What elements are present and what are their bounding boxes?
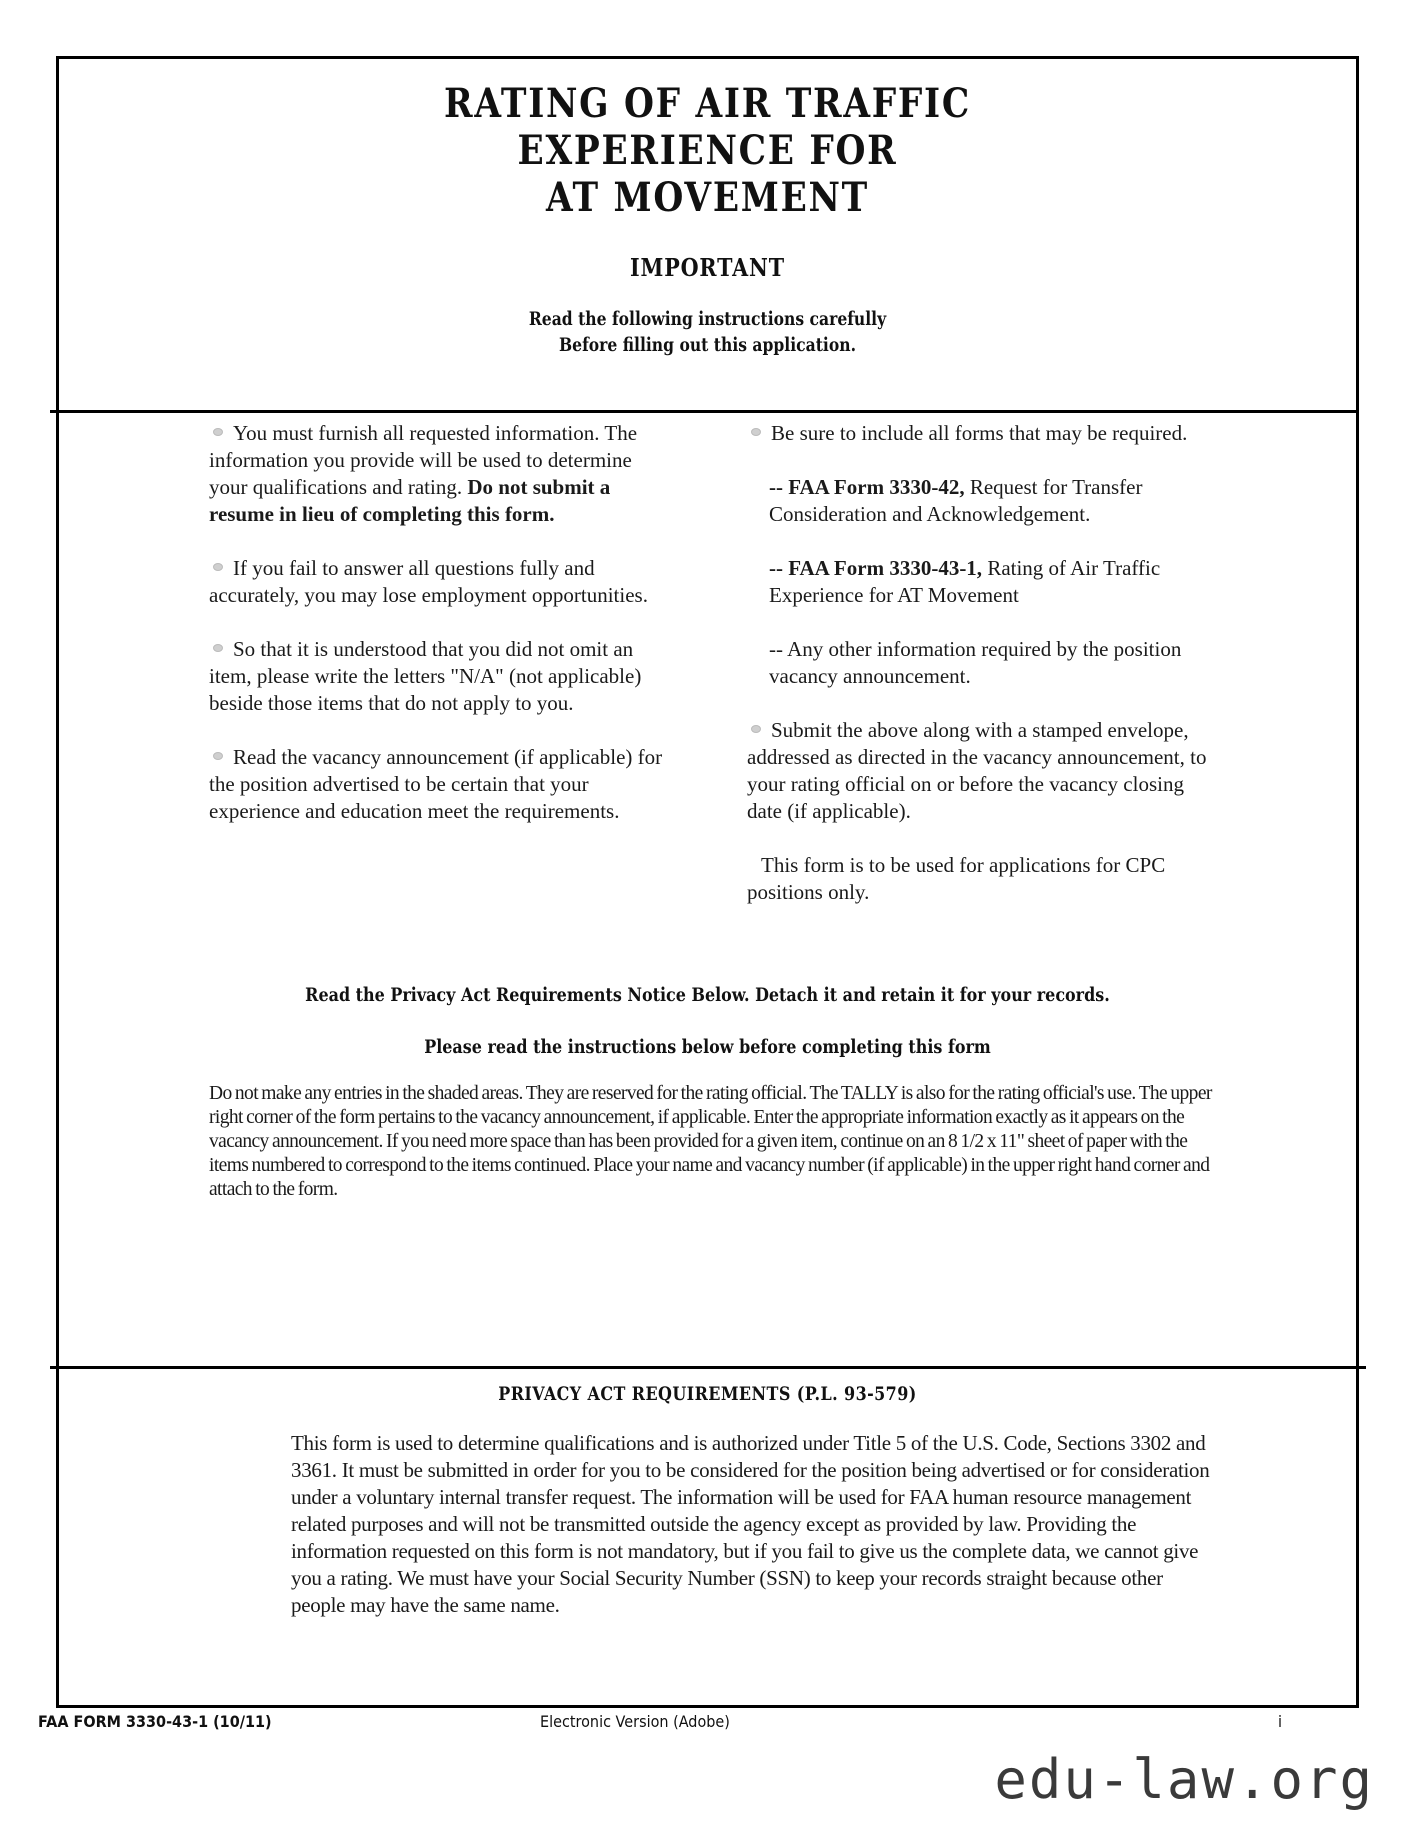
- privacy-divider: [50, 1366, 1366, 1369]
- instruction-item: You must furnish all requested information. The information you provide will be used to determine your qualifications and rating. Do not submit a resume in lieu of completing this form.: [209, 421, 638, 526]
- document-header: [56, 80, 1359, 358]
- privacy-act-title: PRIVACY ACT REQUIREMENTS (P.L. 93-579): [498, 1383, 917, 1405]
- title-line-1: RATING OF AIR TRAFFIC: [444, 80, 971, 127]
- title-line-3: AT MOVEMENT: [545, 174, 869, 221]
- sub-instruction-line-2: Before filling out this application.: [559, 334, 856, 356]
- instruction-item: Submit the above along with a stamped envelope, addressed as directed in the vacancy announcement, to your rating official on or before the vacancy closing date (if applicable).: [747, 718, 1207, 823]
- bullet-icon: [751, 428, 761, 436]
- watermark: edu-law.org: [994, 1748, 1374, 1811]
- right-instructions-column: [747, 420, 1217, 933]
- required-form-item: -- FAA Form 3330-42, Request for Transfer Consideration and Acknowledgement.: [769, 475, 1143, 526]
- instruction-item: If you fail to answer all questions fully and accurately, you may lose employment opportunities.: [209, 556, 648, 607]
- instruction-item: Be sure to include all forms that may be required.: [747, 420, 1217, 447]
- instruction-item: This form is to be used for applications for CPC positions only.: [747, 853, 1166, 904]
- important-label: IMPORTANT: [629, 253, 785, 282]
- bullet-icon: [213, 563, 223, 571]
- privacy-act-body: This form is used to determine qualifications and is authorized under Title 5 of the U.S. Code, Sections 3302 and 3361. It must be submitted in order for you to be considered for the position being advertised or for consideration under a voluntary internal transfer request. The information will be used for FAA human resource management related purposes and will not be transmitted outside the agency except as provided by law. Providing the information requested on this form is not mandatory, but if you fail to give us the complete data, we cannot give you a rating. We must have your Social Security Number (SSN) to keep your records straight because other people may have the same name.: [291, 1431, 1210, 1617]
- instructions-body: Do not make any entries in the shaded areas. They are reserved for the rating official. The TALLY is also for the rating official's use. The upper right corner of the form pertains to the vacancy announcement, if applicable. Enter the appropriate information exactly as it appears on the vacancy announcement. If you need more space than has been provided for a given item, continue on an 8 1/2 x 11" sheet of paper with the items numbered to correspond to the items continued. Place your name and vacancy number (if applicable) in the upper right hand corner and attach to the form.: [209, 1083, 1212, 1200]
- instruction-item: So that it is understood that you did not omit an item, please write the letters "N/A" (not applicable) beside those items that do not apply to you.: [209, 637, 642, 715]
- bullet-icon: [213, 644, 223, 652]
- bullet-icon: [213, 428, 223, 436]
- required-form-item: -- Any other information required by the position vacancy announcement.: [769, 637, 1182, 688]
- left-instructions-column: [209, 420, 669, 852]
- resume-warning: Do not submit a resume in lieu of completing this form.: [209, 475, 611, 526]
- version-label: Electronic Version (Adobe): [540, 1712, 730, 1731]
- title-line-2: EXPERIENCE FOR: [517, 127, 898, 174]
- sub-instructions: [173, 306, 1241, 358]
- instructions-heading: Please read the instructions below before completing this form: [424, 1036, 991, 1058]
- instruction-item: Read the vacancy announcement (if applicable) for the position advertised to be certain that your experience and education meet the requirements.: [209, 745, 663, 823]
- sub-instruction-line-1: Read the following instructions carefully: [528, 308, 887, 330]
- header-divider: [50, 410, 1359, 413]
- page-number: i: [1278, 1712, 1283, 1731]
- bullet-icon: [213, 752, 223, 760]
- form-id: FAA FORM 3330-43-1 (10/11): [38, 1712, 272, 1731]
- privacy-notice-heading: Read the Privacy Act Requirements Notice Below. Detach it and retain it for your records.: [305, 984, 1110, 1006]
- bullet-icon: [751, 725, 761, 733]
- required-form-item: -- FAA Form 3330-43-1, Rating of Air Traffic Experience for AT Movement: [769, 556, 1161, 607]
